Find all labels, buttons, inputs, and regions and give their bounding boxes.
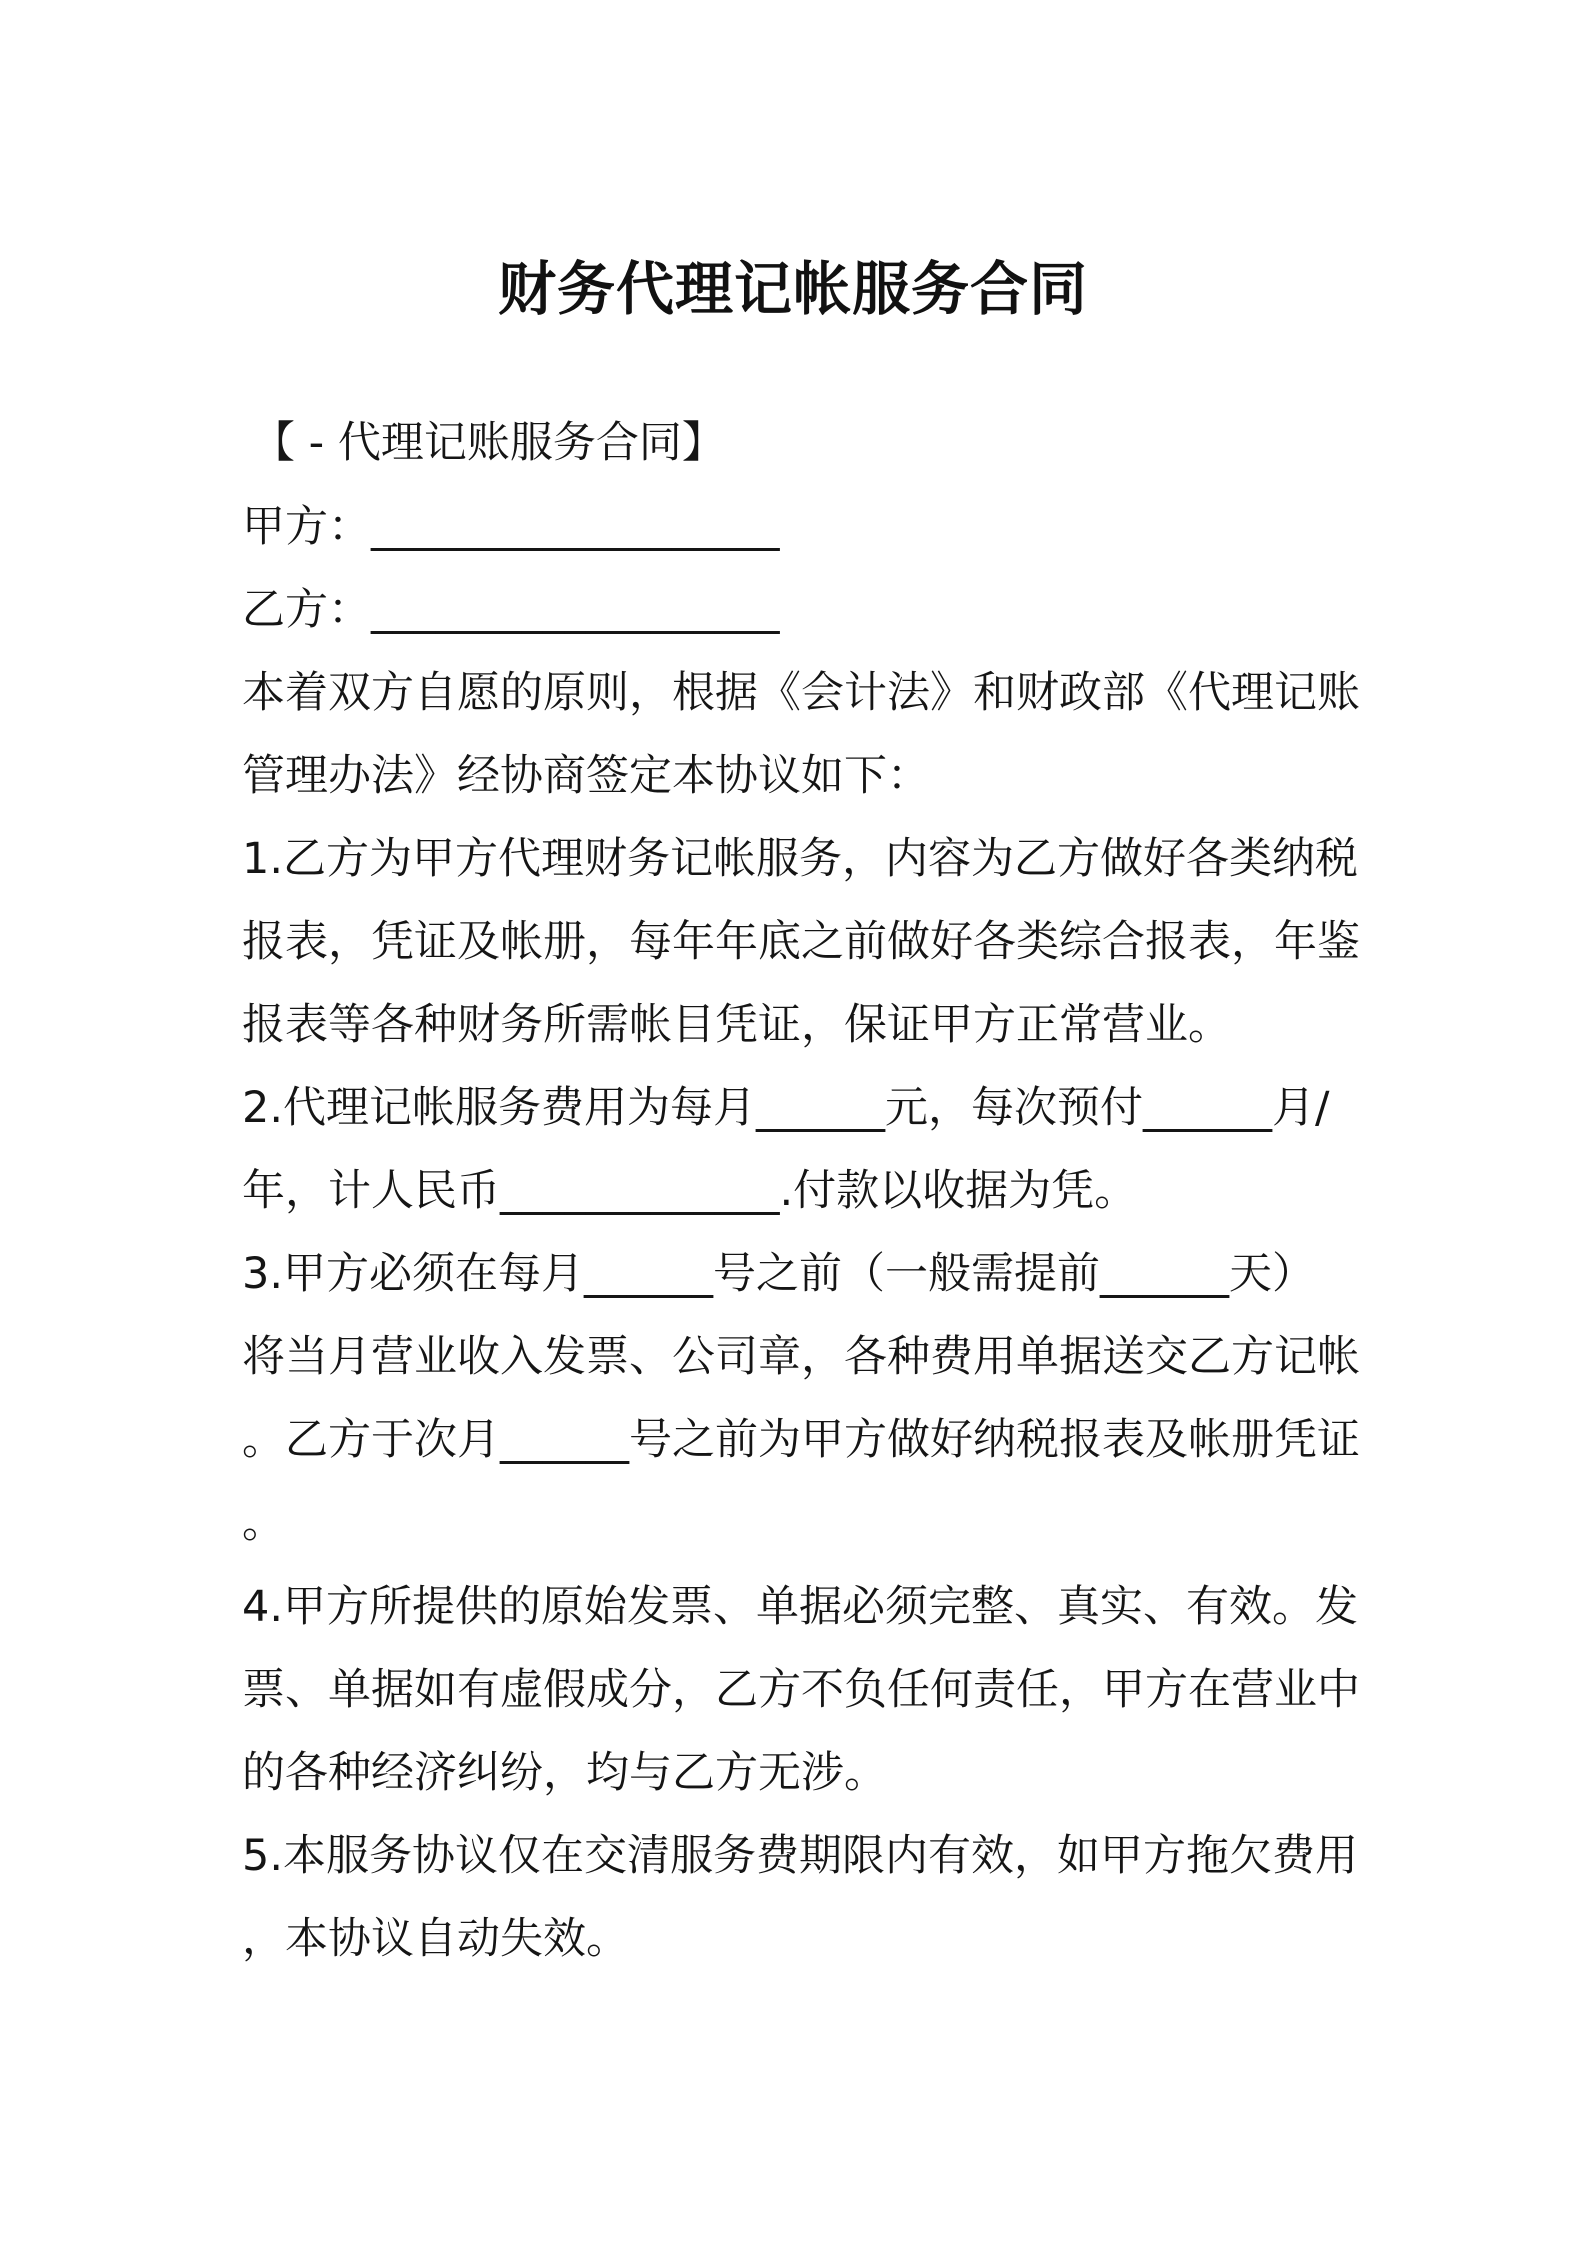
preamble-line: 管理办法》经协商签定本协议如下：	[242, 751, 930, 801]
clause-5-line: ，本协议自动失效。	[242, 1914, 629, 1964]
clause-4-line: 4.甲方所提供的原始发票、单据必须完整、真实、有效。发	[242, 1582, 1359, 1632]
clause-1-line: 1.乙方为甲方代理财务记帐服务，内容为乙方做好各类纳税	[242, 834, 1359, 884]
clause-5-line: 5.本服务协议仅在交清服务费期限内有效，如甲方拖欠费用	[242, 1831, 1359, 1881]
party-a-line: 甲方：___________________	[242, 502, 780, 552]
clause-4-line: 的各种经济纠纷，均与乙方无涉。	[242, 1748, 887, 1798]
document-subtitle: 【 - 代理记账服务合同】	[252, 418, 725, 468]
clause-3-line: 3.甲方必须在每月______号之前（一般需提前______天）	[242, 1249, 1316, 1299]
clause-3-line: 。	[242, 1498, 285, 1548]
document-title: 财务代理记帐服务合同	[497, 255, 1088, 323]
clause-1-line: 报表等各种财务所需帐目凭证，保证甲方正常营业。	[242, 1000, 1231, 1050]
clause-2-line: 年，计人民币_____________.付款以收据为凭。	[242, 1166, 1138, 1216]
clause-3-line: 。乙方于次月______号之前为甲方做好纳税报表及帐册凭证	[242, 1415, 1360, 1465]
party-b-line: 乙方：___________________	[242, 585, 780, 635]
clause-4-line: 票、单据如有虚假成分，乙方不负任何责任，甲方在营业中	[242, 1665, 1360, 1715]
preamble-line: 本着双方自愿的原则，根据《会计法》和财政部《代理记账	[242, 668, 1360, 718]
clause-1-line: 报表，凭证及帐册，每年年底之前做好各类综合报表，年鉴	[242, 917, 1360, 967]
clause-3-line: 将当月营业收入发票、公司章，各种费用单据送交乙方记帐	[242, 1332, 1360, 1382]
clause-2-line: 2.代理记帐服务费用为每月______元，每次预付______月/	[242, 1083, 1330, 1133]
